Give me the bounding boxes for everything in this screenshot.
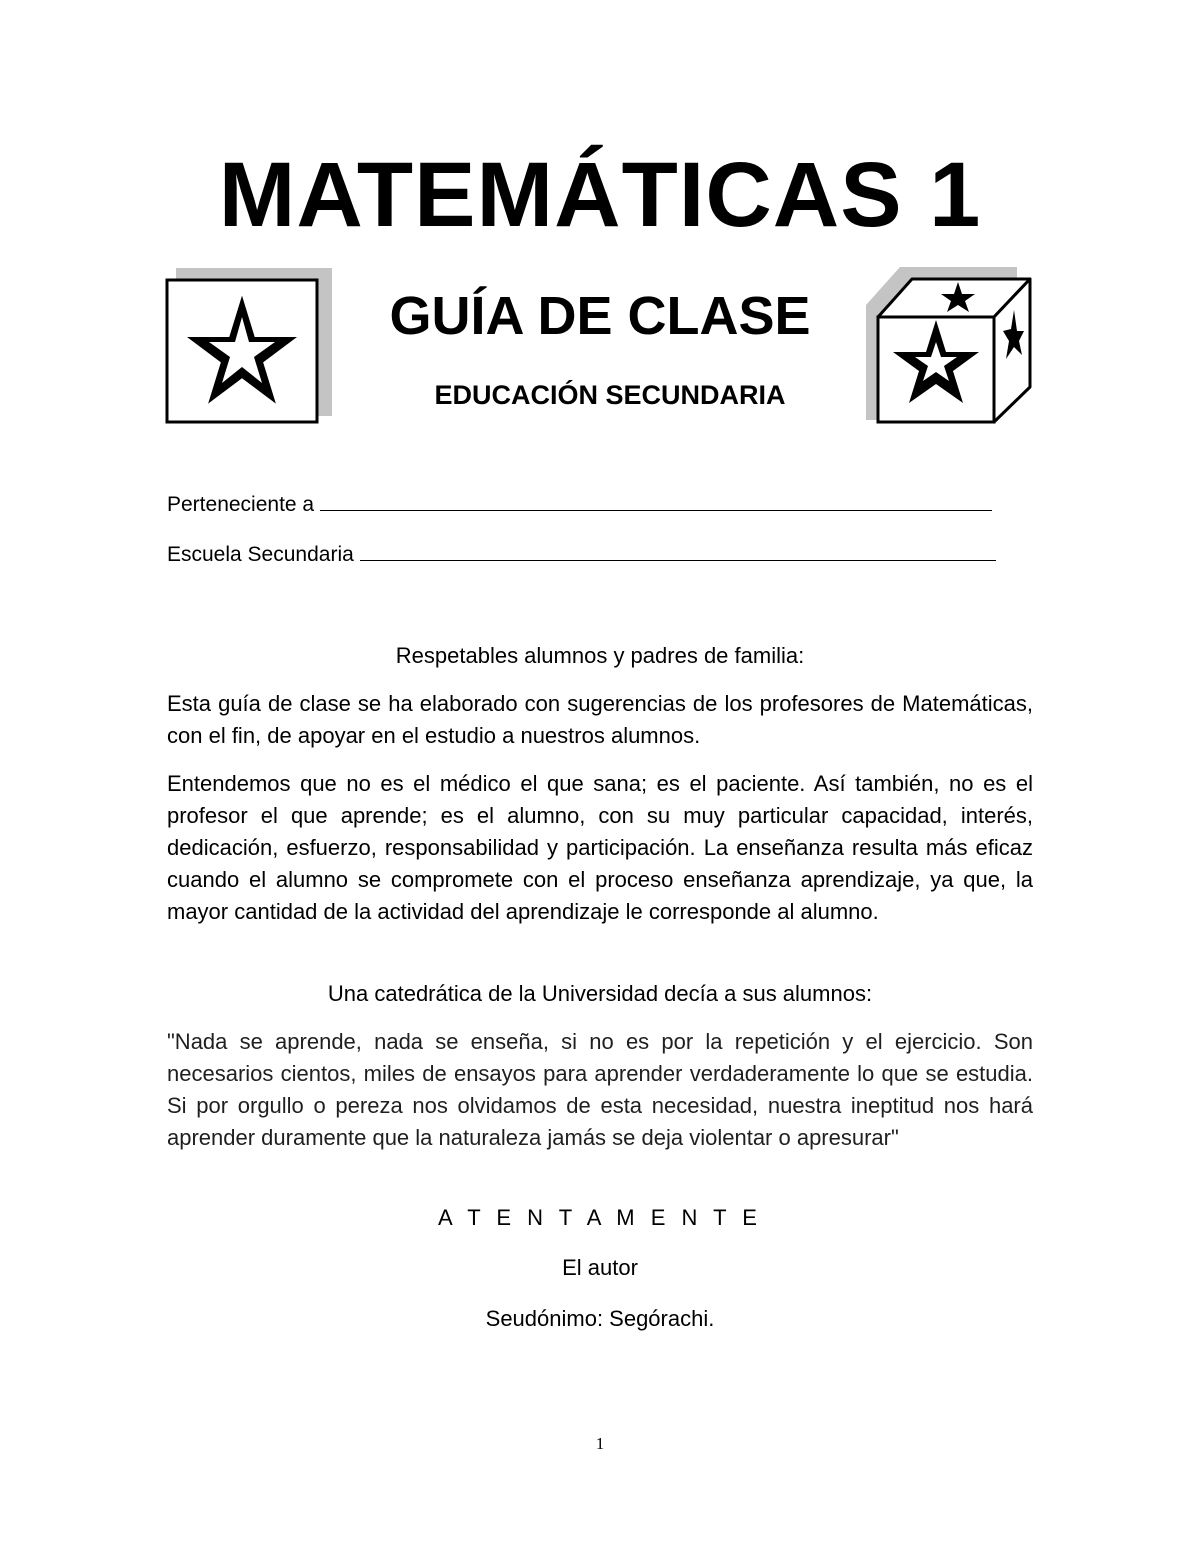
owner-field[interactable] xyxy=(167,490,992,519)
quote-intro: Una catedrática de la Universidad decía a sus alumnos: xyxy=(327,981,873,1006)
quote-paragraph: "Nada se aprende, nada se enseña, si no es por la repetición y el ejercicio. Son necesarios cientos, miles de ensayos para aprender verdaderamente lo que se estudia. Si por orgullo o pereza nos olvidamos de esta necesidad, nuestra ineptitud nos hará aprender duramente que la naturaleza jamás se deja violentar o apresurar" xyxy=(167,1029,1033,1150)
page-number: 1 xyxy=(595,1434,605,1453)
school-blank-line[interactable] xyxy=(360,540,996,561)
school-field[interactable] xyxy=(167,540,996,569)
school-label: Escuela Secundaria xyxy=(167,543,354,566)
owner-label: Perteneciente a xyxy=(167,493,315,516)
star-box-icon xyxy=(160,262,340,432)
body-paragraph: Entendemos que no es el médico el que sana; es el paciente. Así también, no es el profesor el que aprende; es el alumno, con su muy particular capacidad, interés, dedicación, esfuerzo, responsabilidad y participación. La enseñanza resulta más eficaz cuando el alumno se compromete con el proceso enseñanza aprendizaje, ya que, la mayor cantidad de la actividad del aprendizaje le corresponde al alumno. xyxy=(167,771,1033,924)
education-level: EDUCACIÓN SECUNDARIA xyxy=(434,380,786,410)
star-cube-icon xyxy=(862,265,1037,430)
pseudonym: Seudónimo: Segórachi. xyxy=(485,1306,715,1331)
guide-subtitle: GUÍA DE CLASE xyxy=(389,286,811,346)
greeting: Respetables alumnos y padres de familia: xyxy=(395,643,805,668)
owner-blank-line[interactable] xyxy=(320,490,992,511)
closing: A T E N T A M E N T E xyxy=(438,1205,762,1230)
signature: El autor xyxy=(562,1255,638,1280)
document-title: MATEMÁTICAS 1 xyxy=(218,144,982,246)
intro-paragraph: Esta guía de clase se ha elaborado con sugerencias de los profesores de Matemáticas, con el fin, de apoyar en el estudio a nuestros alumnos. xyxy=(167,691,1033,748)
